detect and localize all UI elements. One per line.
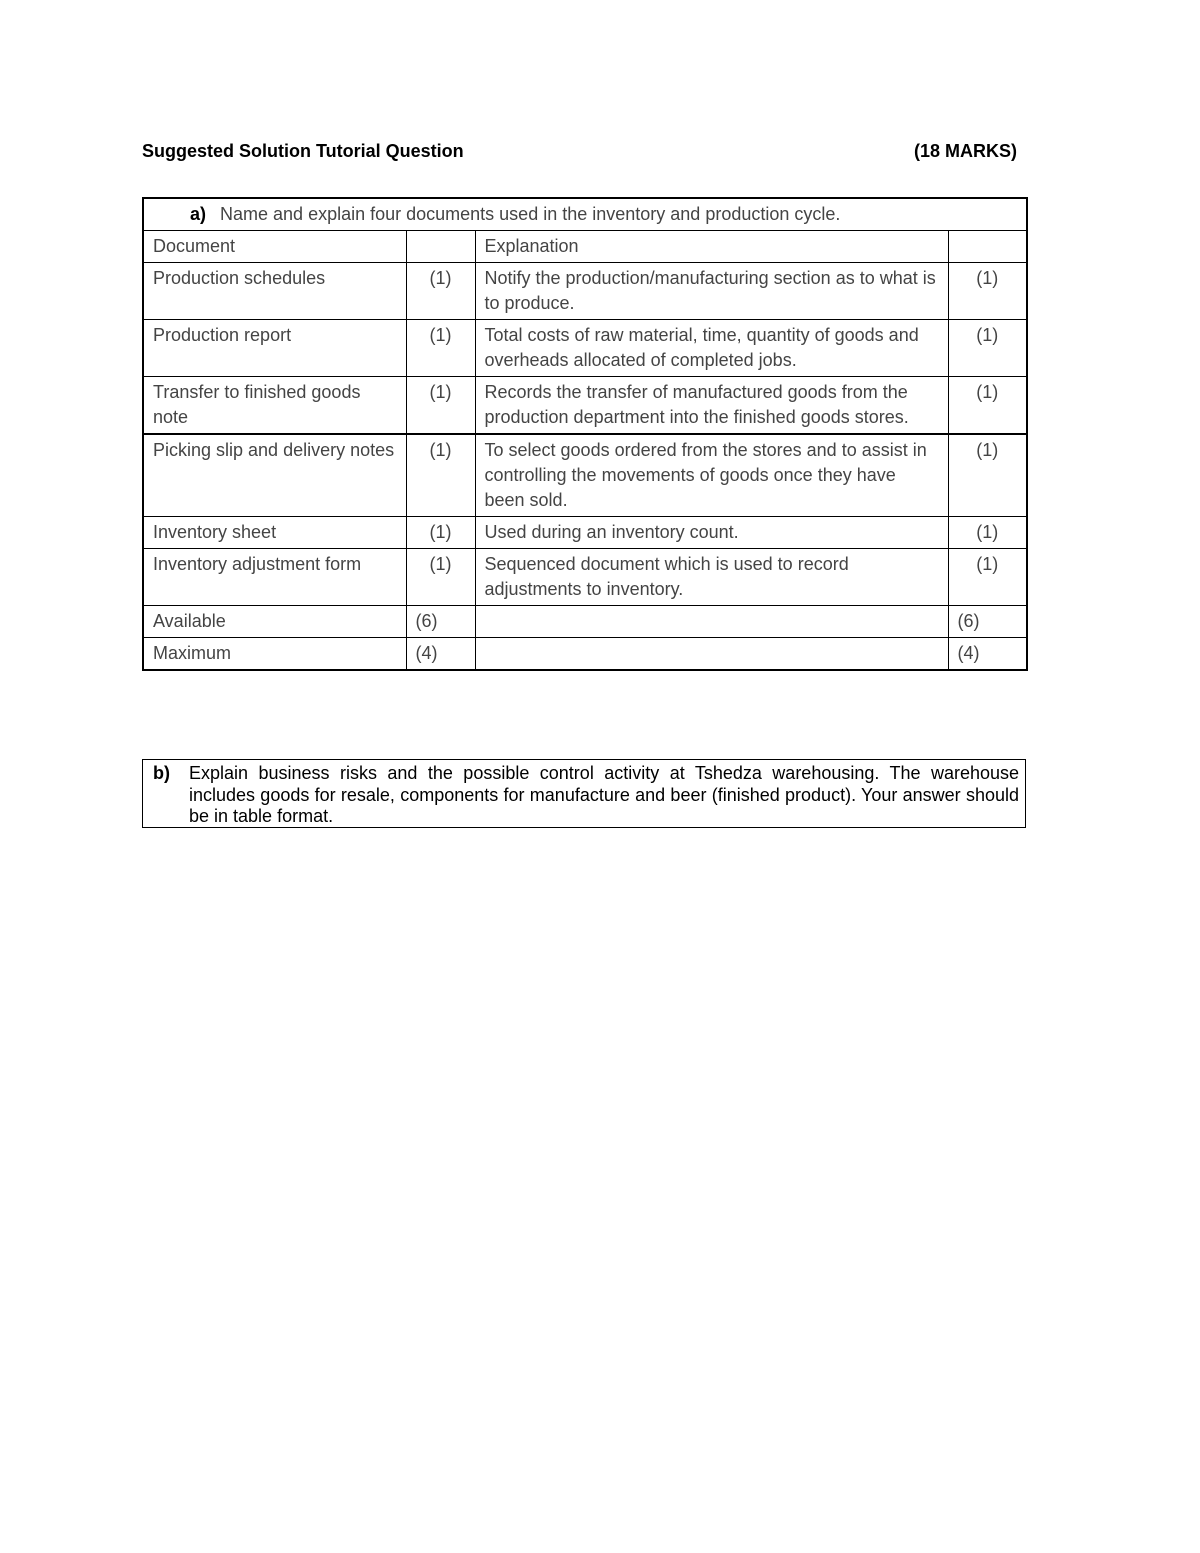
totals-empty (475, 606, 948, 638)
totals-mark1: (6) (406, 606, 475, 638)
table-row (143, 517, 1027, 549)
explanation-cell: Sequenced document which is used to record adjustments to inventory. (475, 549, 948, 606)
document-cell: Inventory adjustment form (143, 549, 406, 606)
document-cell: Production report (143, 320, 406, 377)
mark-cell: (1) (406, 517, 475, 549)
document-cell: Picking slip and delivery notes (143, 434, 406, 517)
explanation-cell: Notify the production/manufacturing section as to what is to produce. (475, 263, 948, 320)
mark-cell: (1) (948, 517, 1027, 549)
table-row (143, 320, 1027, 377)
question-cell (143, 198, 1027, 231)
totals-row-maximum (143, 638, 1027, 671)
question-text: Name and explain four documents used in the inventory and production cycle. (220, 204, 841, 224)
table-row (143, 434, 1027, 517)
question-label: a) (190, 204, 207, 224)
column-header-mark1 (406, 231, 475, 263)
table-row (143, 263, 1027, 320)
mark-cell: (1) (406, 434, 475, 517)
column-header-row (143, 231, 1027, 263)
question-row (143, 198, 1027, 231)
mark-cell: (1) (948, 263, 1027, 320)
totals-empty (475, 638, 948, 671)
mark-cell: (1) (406, 549, 475, 606)
totals-mark2: (4) (948, 638, 1027, 671)
mark-cell: (1) (406, 377, 475, 435)
part-b-label: b) (153, 763, 170, 783)
column-header-mark2 (948, 231, 1027, 263)
totals-mark1: (4) (406, 638, 475, 671)
totals-label: Maximum (143, 638, 406, 671)
header (142, 141, 1017, 165)
mark-cell: (1) (406, 320, 475, 377)
mark-cell: (1) (406, 263, 475, 320)
mark-cell: (1) (948, 377, 1027, 435)
mark-cell: (1) (948, 549, 1027, 606)
part-b-question: Explain business risks and the possible control activity at Tshedza warehousing. The warehouse includes goods for resale, components for manufacture and beer (finished product). Your answer should be in table format. (189, 763, 1019, 826)
explanation-cell: Total costs of raw material, time, quantity of goods and overheads allocated of completed jobs. (475, 320, 948, 377)
totals-row-available (143, 606, 1027, 638)
explanation-cell: Records the transfer of manufactured goods from the production department into the finished goods stores. (475, 377, 948, 435)
totals-label: Available (143, 606, 406, 638)
column-header-document: Document (143, 231, 406, 263)
page-title: Suggested Solution Tutorial Question (142, 141, 464, 161)
table-row (143, 377, 1027, 435)
document-cell: Production schedules (143, 263, 406, 320)
mark-cell: (1) (948, 434, 1027, 517)
mark-cell: (1) (948, 320, 1027, 377)
totals-mark2: (6) (948, 606, 1027, 638)
table-row (143, 549, 1027, 606)
column-header-explanation: Explanation (475, 231, 948, 263)
explanation-cell: To select goods ordered from the stores and to assist in controlling the movements of goods once they have been sold. (475, 434, 948, 517)
explanation-cell: Used during an inventory count. (475, 517, 948, 549)
total-marks: (18 MARKS) (913, 141, 1017, 161)
document-cell: Transfer to finished goods note (143, 377, 406, 435)
part-a-table (142, 197, 1028, 671)
document-cell: Inventory sheet (143, 517, 406, 549)
part-b-box (142, 759, 1026, 828)
